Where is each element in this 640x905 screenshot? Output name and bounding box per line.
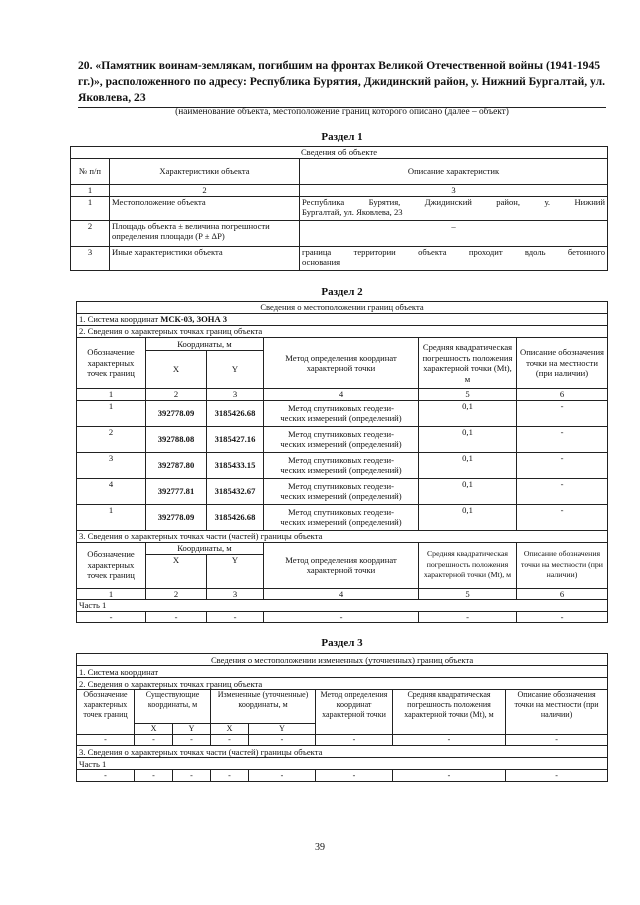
- point-error: 0,1: [419, 452, 517, 478]
- empty-cell: -: [506, 735, 608, 746]
- empty-cell: -: [77, 735, 135, 746]
- col-method-header: Метод определения координат характерной точки: [264, 338, 419, 389]
- col-description-header: Описание обозначения точки на местности (при наличии): [517, 542, 608, 588]
- col-points-header: Обозначение характерных точек границ: [77, 338, 146, 389]
- section-2-header: Сведения о местоположении границ объекта: [77, 302, 608, 314]
- description-line: основания: [302, 257, 341, 267]
- empty-cell: -: [135, 735, 173, 746]
- index-cell: 4: [264, 588, 419, 600]
- index-cell: 1: [77, 389, 146, 401]
- point-x: 392787.80: [146, 452, 207, 478]
- boundary-points-subheader: 2. Сведения о характерных точках границ объекта: [77, 326, 608, 338]
- col-y-header: Y: [207, 351, 264, 389]
- empty-cell: -: [135, 770, 173, 782]
- point-y: 3185427.16: [207, 426, 264, 452]
- point-number: 4: [77, 478, 146, 504]
- point-y: 3185433.15: [207, 452, 264, 478]
- col-characteristic-header: Характеристики объекта: [110, 159, 300, 185]
- table-row: [77, 770, 608, 782]
- method-line: Метод спутниковых геодези-: [288, 506, 394, 517]
- method-line: Метод спутниковых геодези-: [288, 428, 394, 439]
- coordinate-system-value: МСК-03, ЗОНА 3: [160, 314, 228, 325]
- index-cell: 2: [146, 588, 207, 600]
- empty-cell: -: [316, 770, 393, 782]
- col-points-header: Обозначение характерных точек границ: [77, 690, 135, 735]
- col-existing-coords-header: Существующие координаты, м: [135, 690, 211, 724]
- point-number: 2: [77, 426, 146, 452]
- point-x: 392778.09: [146, 400, 207, 426]
- description-line: Бургалтай, ул. Яковлева, 23: [302, 207, 403, 217]
- method-line: ческих измерений (определений): [280, 413, 402, 423]
- empty-cell: -: [77, 770, 135, 782]
- col-number-header: № п/п: [71, 159, 110, 185]
- point-error: 0,1: [419, 426, 517, 452]
- method-line: ческих измерений (определений): [280, 465, 402, 475]
- point-number: 1: [77, 400, 146, 426]
- row-description: –: [300, 220, 608, 246]
- col-description-header: Описание обозначения точки на местности (при наличии): [506, 690, 608, 735]
- table-row: [77, 504, 608, 530]
- table-row: [77, 426, 608, 452]
- col-error-header: Средняя квадратическая погрешность положения характерной точки (Mt), м: [393, 690, 506, 735]
- method-line: ческих измерений (определений): [280, 491, 402, 501]
- point-y: 3185432.67: [207, 478, 264, 504]
- section-3-title: Раздел 3: [321, 637, 363, 649]
- point-method: [264, 400, 419, 426]
- empty-cell: -: [173, 735, 211, 746]
- row-description: [300, 246, 608, 270]
- part-label: Часть 1: [77, 600, 608, 612]
- index-cell: 3: [300, 185, 608, 197]
- empty-cell: -: [211, 770, 249, 782]
- point-description: -: [517, 504, 608, 530]
- row-number: 3: [71, 246, 110, 270]
- col-error-header: Средняя квадратическая погрешность положения характерной точки (Mt), м: [419, 542, 517, 588]
- col-description-header: Описание обозначения точки на местности (при наличии): [517, 338, 608, 389]
- index-cell: 2: [110, 185, 300, 197]
- method-line: ческих измерений (определений): [280, 517, 402, 527]
- description-line: Республика Бурятия, Джидинский район, у. Нижний: [302, 196, 605, 207]
- description-line: граница территории объекта проходит вдоль бетонного: [302, 246, 605, 257]
- index-cell: 2: [146, 389, 207, 401]
- index-cell: 6: [517, 389, 608, 401]
- method-line: ческих измерений (определений): [280, 439, 402, 449]
- col-description-header: Описание характеристик: [300, 159, 608, 185]
- point-error: 0,1: [419, 400, 517, 426]
- boundary-points-subheader: 2. Сведения о характерных точках границ объекта: [77, 678, 608, 690]
- index-cell: 3: [207, 389, 264, 401]
- row-characteristic: Иные характеристики объекта: [110, 246, 300, 270]
- point-method: [264, 478, 419, 504]
- section-2-table: [76, 301, 608, 623]
- col-points-header: Обозначение характерных точек границ: [77, 542, 146, 588]
- table-row: [77, 735, 608, 746]
- coordinate-system-row: [77, 314, 608, 326]
- table-row: [77, 478, 608, 504]
- col-x-header: X: [146, 351, 207, 389]
- row-number: 1: [71, 196, 110, 220]
- point-number: 1: [77, 504, 146, 530]
- index-cell: 1: [71, 185, 110, 197]
- section-2-title: Раздел 2: [321, 286, 363, 298]
- empty-cell: -: [517, 611, 608, 623]
- empty-cell: -: [146, 611, 207, 623]
- part-points-subheader: 3. Сведения о характерных точках части (частей) границы объекта: [77, 530, 608, 542]
- section-3-table: [76, 653, 608, 782]
- col-coordinates-header: Координаты, м: [146, 542, 264, 554]
- row-description: [300, 196, 608, 220]
- empty-cell: -: [249, 735, 316, 746]
- point-method: [264, 452, 419, 478]
- index-cell: 5: [419, 389, 517, 401]
- row-characteristic: Местоположение объекта: [110, 196, 300, 220]
- empty-cell: -: [316, 735, 393, 746]
- col-y-header: Y: [249, 724, 316, 735]
- coordinate-system-row: 1. Система координат: [77, 666, 608, 678]
- col-x-header: X: [211, 724, 249, 735]
- point-method: [264, 504, 419, 530]
- point-error: 0,1: [419, 504, 517, 530]
- empty-cell: -: [419, 611, 517, 623]
- part-points-subheader: 3. Сведения о характерных точках части (частей) границы объекта: [77, 746, 608, 758]
- col-coordinates-header: Координаты, м: [146, 338, 264, 351]
- col-x-header: X: [146, 554, 207, 588]
- point-y: 3185426.68: [207, 400, 264, 426]
- empty-cell: -: [393, 770, 506, 782]
- row-number: 2: [71, 220, 110, 246]
- empty-cell: -: [249, 770, 316, 782]
- coordinate-system-label: 1. Система координат: [79, 314, 161, 325]
- method-line: Метод спутниковых геодези-: [288, 480, 394, 491]
- table-row: [77, 400, 608, 426]
- col-method-header: Метод определения координат характерной точки: [316, 690, 393, 735]
- empty-cell: -: [207, 611, 264, 623]
- empty-cell: -: [506, 770, 608, 782]
- index-cell: 3: [207, 588, 264, 600]
- point-x: 392777.81: [146, 478, 207, 504]
- col-y-header: Y: [173, 724, 211, 735]
- col-changed-coords-header: Измененные (уточненные) координаты, м: [211, 690, 316, 724]
- section-1-header: Сведения об объекте: [71, 147, 608, 159]
- row-characteristic: Площадь объекта ± величина погрешности определения площади (P ± ΔP): [110, 220, 300, 246]
- index-cell: 6: [517, 588, 608, 600]
- empty-cell: -: [211, 735, 249, 746]
- col-error-header: Средняя квадратическая погрешность положения характерной точки (Mt), м: [419, 338, 517, 389]
- point-description: -: [517, 478, 608, 504]
- col-y-header: Y: [207, 554, 264, 588]
- point-method: [264, 426, 419, 452]
- point-y: 3185426.68: [207, 504, 264, 530]
- index-cell: 4: [264, 389, 419, 401]
- empty-cell: -: [77, 611, 146, 623]
- empty-cell: -: [173, 770, 211, 782]
- col-x-header: X: [135, 724, 173, 735]
- point-error: 0,1: [419, 478, 517, 504]
- table-row: [77, 452, 608, 478]
- index-cell: 5: [419, 588, 517, 600]
- heading-caption: (наименование объекта, местоположение границ которого описано (далее – объект): [175, 107, 509, 117]
- col-method-header: Метод определения координат характерной точки: [264, 542, 419, 588]
- point-description: -: [517, 452, 608, 478]
- point-description: -: [517, 400, 608, 426]
- section-1-table: [70, 146, 608, 271]
- point-x: 392778.09: [146, 504, 207, 530]
- table-row: [77, 611, 608, 623]
- empty-cell: -: [393, 735, 506, 746]
- index-cell: 1: [77, 588, 146, 600]
- part-label: Часть 1: [77, 758, 608, 770]
- method-line: Метод спутниковых геодези-: [288, 402, 394, 413]
- method-line: Метод спутниковых геодези-: [288, 454, 394, 465]
- point-description: -: [517, 426, 608, 452]
- empty-cell: -: [264, 611, 419, 623]
- point-x: 392788.08: [146, 426, 207, 452]
- section-1-title: Раздел 1: [321, 131, 363, 143]
- page-number: 39: [315, 842, 325, 853]
- section-3-header: Сведения о местоположении измененных (уточненных) границ объекта: [77, 654, 608, 666]
- document-heading: 20. «Памятник воинам-землякам, погибшим на фронтах Великой Отечественной войны (1941-1945 гг.)», расположенного по адресу: Республика Бурятия, Джидинский район, у. Нижний Бургалтай, ул. Яковлева, 23: [78, 59, 605, 104]
- point-number: 3: [77, 452, 146, 478]
